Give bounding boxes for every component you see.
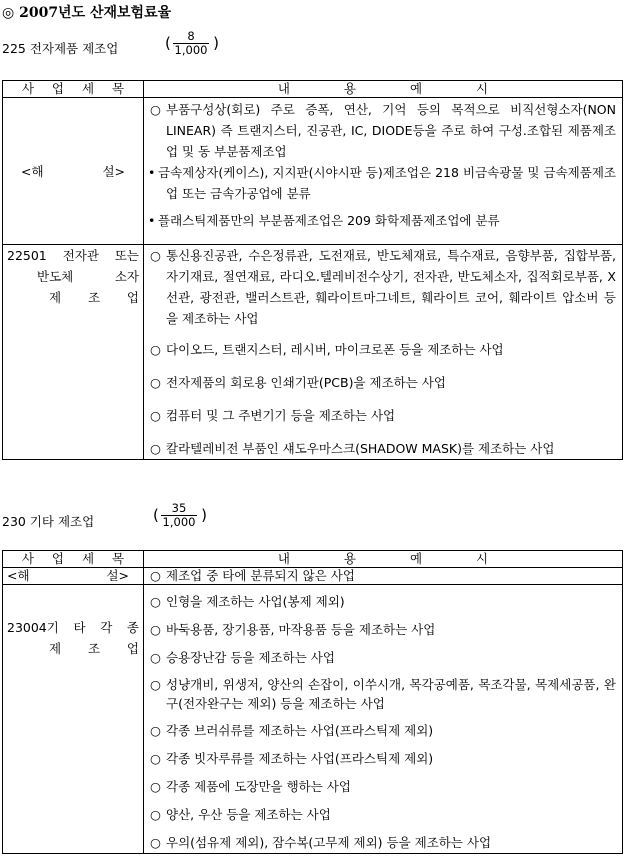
list-item: ○ 부품구성상(회로) 주로 증폭, 연산, 기억 등의 목적으로 비직선형소자(NON LINEAR) 즉 트랜지스터, 진공관, IC, DIODE등을 주로 하여 구성.조합된 제품제조업 및 동 부분품제조업 [150,102,616,159]
page-title: ◎ 2007년도 산재보험료율 [2,5,172,21]
row-label-23004: 23004기 타 각 종 제 조 업 [3,585,144,854]
table-230 [2,550,623,854]
row-content [144,585,623,854]
rate-fraction-230: ( 35 1,000 ) [153,501,207,529]
list-item: ○ 인형을 제조하는 사업(봉제 제외) [150,594,345,609]
column-header-business: 사 업 세 목 [3,81,144,98]
column-header-content: 내 용 예 시 [144,81,623,98]
row-label-22501: 22501 전자관 또는 반도체 소자 제 조 업 [3,245,144,460]
list-item: ○ 각종 제품에 도장만을 행하는 사업 [150,779,351,794]
list-item: ○ 바둑용품, 장기용품, 마작용품 등을 제조하는 사업 [150,622,436,637]
list-item: ○ 각종 빗자루류를 제조하는 사업(프라스틱제 제외) [150,751,434,766]
row-content [144,568,623,585]
list-item: • 금속제상자(케이스), 지지판(시야시판 등)제조업은 218 비금속광물 및 금속제품제조업 또는 금속가공업에 분류 [148,165,616,201]
table-225 [2,80,623,460]
list-item: ○ 각종 브러쉬류를 제조하는 사업(프라스틱제 제외) [150,723,434,738]
rate-numerator: 35 [171,501,187,515]
list-item: ○ 승용장난감 등을 제조하는 사업 [150,650,335,665]
list-item: ○ 통신용진공관, 수은정류관, 도전재료, 반도체재료, 특수재료, 음향부품, 집합부품, 자기재료, 절연재료, 라디오.텔레비전수상기, 전자관, 반도체소자, 집적회로부품, X선관, 광전관, 밸러스트관, 훼라이트마그네트, 훼라이트 코어, 훼라이트 압소버 등을 제조하는 사업 [150,248,616,326]
row-content [144,98,623,245]
list-item: ○ 컴퓨터 및 그 주변기기 등을 제조하는 사업 [150,408,396,423]
list-item: • 플래스틱제품만의 부분품제조업은 209 화학제품제조업에 분류 [148,213,500,228]
row-label-commentary: <해 설> [3,98,144,245]
list-item: ○ 다이오드, 트랜지스터, 레시버, 마이크로폰 등을 제조하는 사업 [150,342,504,357]
section-heading-225: 225 전자제품 제조업 [2,41,119,56]
list-item: ○ 전자제품의 회로용 인쇄기판(PCB)을 제조하는 사업 [150,375,446,390]
list-item: ○ 양산, 우산 등을 제조하는 사업 [150,807,331,822]
table-row [3,245,623,460]
section-heading-230: 230 기타 제조업 [2,514,95,529]
list-item: ○ 칼라텔레비전 부품인 섀도우마스크(SHADOW MASK)를 제조하는 사업 [150,441,555,456]
table-row [3,585,623,854]
list-item: ○ 제조업 중 타에 분류되지 않은 사업 [150,568,355,583]
rate-fraction-225: ( 8 1,000 ) [165,29,219,57]
rate-numerator: 8 [187,29,195,43]
list-item: ○ 성냥개비, 위생저, 양산의 손잡이, 이쑤시개, 목각공예품, 목조각물, 목제세공품, 완구(전자완구는 제외) 등을 제조하는 사업 [150,677,616,711]
column-header-content: 내 용 예 시 [144,551,623,568]
rate-denominator: 1,000 [174,43,208,57]
list-item: ○ 우의(섬유제 제외), 잠수복(고무제 제외) 등을 제조하는 사업 [150,835,492,850]
column-header-business: 사 업 세 목 [3,551,144,568]
row-label-commentary: <해 설> [3,568,144,585]
row-content [144,245,623,460]
table-row [3,568,623,585]
table-row [3,98,623,245]
rate-denominator: 1,000 [162,515,196,529]
